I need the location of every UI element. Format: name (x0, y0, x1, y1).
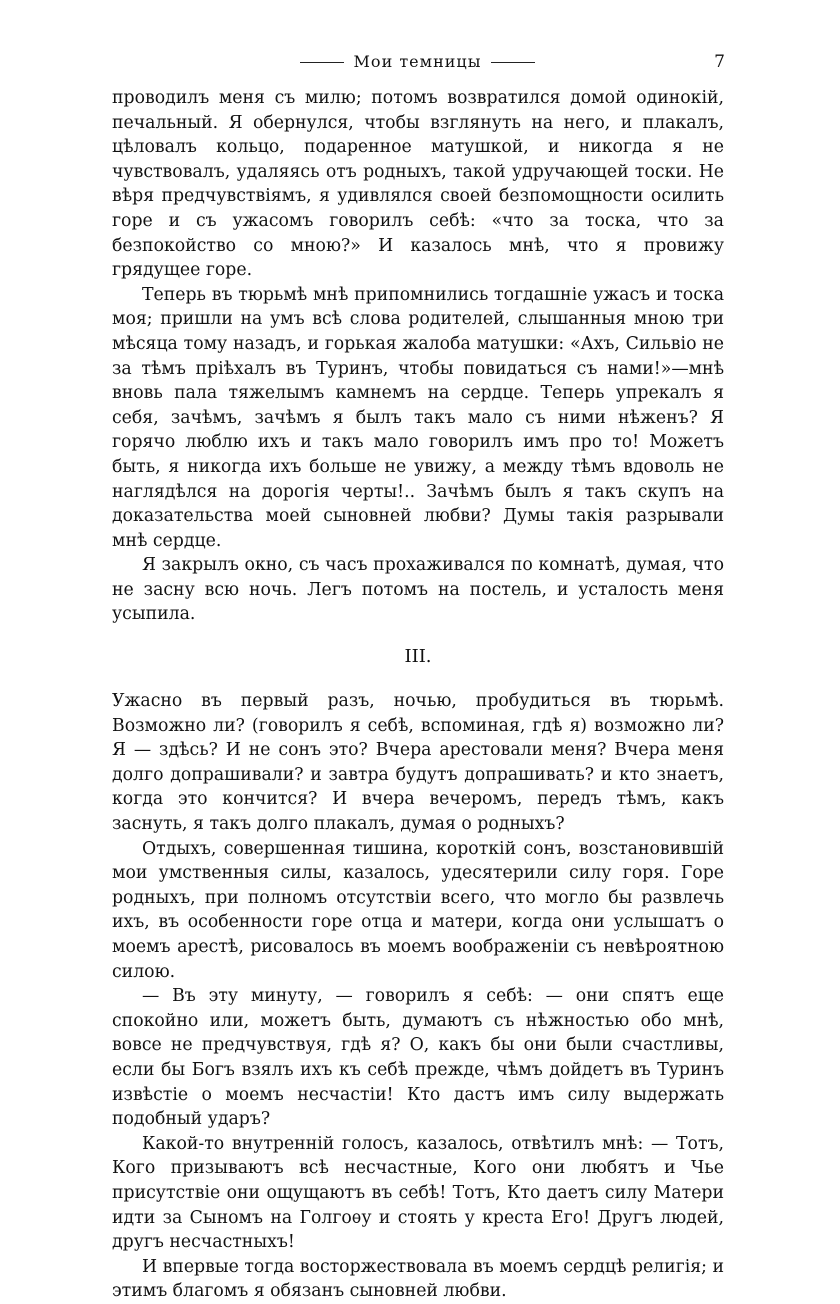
right-rule (491, 62, 535, 63)
running-title-text: Мои темницы (353, 52, 482, 71)
body-text (112, 86, 724, 1304)
page-header (110, 52, 725, 76)
paragraph: Ужасно въ первый разъ, ночью, пробудиться въ тюрьмѣ. Возможно ли? (говорилъ я себѣ, вспоминая, гдѣ я) возможно ли? Я — здѣсь? И не сонъ это? Вчера арестовали меня? Вчера меня долго допрашивали? и завтра будутъ допрашивать? и кто знаетъ, когда это кончится? И вчера вечеромъ, передъ тѣмъ, какъ заснуть, я такъ долго плакалъ, думая о родныхъ? (112, 691, 724, 835)
left-rule (300, 62, 344, 63)
page-number: 7 (714, 52, 725, 72)
running-title (110, 52, 725, 71)
paragraph: Какой-то внутренній голосъ, казалось, отвѣтилъ мнѣ: — Тотъ, Кого призываютъ всѣ несчастные, Кого они любятъ и Чье присутствіе они ощущаютъ въ себѣ! Тотъ, Кто даетъ силу Матери идти за Сыномъ на Голгоѳу и стоять у креста Его! Другъ людей, другъ несчастныхъ! (112, 1133, 724, 1253)
paragraph: проводилъ меня съ милю; потомъ возвратился домой одинокій, печальный. Я обернулся, чтобы взглянуть на него, и плакалъ, цѣловалъ кольцо, подаренное матушкой, и никогда я не чувствовалъ, удаляясь отъ родныхъ, такой удручающей тоски. Не вѣря предчувствіямъ, я удивлялся своей безпомощности осилить горе и съ ужасомъ говорилъ себѣ: «что за тоска, что за безпокойство со мною?» И казалось мнѣ, что я провижу грядущее горе. (112, 88, 724, 281)
paragraph: Отдыхъ, совершенная тишина, короткій сонъ, возстановившій мои умственныя силы, казалось, удесятерили силу горя. Горе родныхъ, при полномъ отсутствіи всего, что могло бы развлечь ихъ, въ особенности горе отца и матери, когда они услышатъ о моемъ арестѣ, рисовалось въ моемъ воображеніи съ невѣроятною силою. (112, 838, 724, 982)
paragraph: Теперь въ тюрьмѣ мнѣ припомнились тогдашніе ужасъ и тоска моя; пришли на умъ всѣ слова родителей, слышанныя мною три мѣсяца тому назадъ, и горькая жалоба матушки: «Ахъ, Сильвіо не за тѣмъ пріѣхалъ въ Туринъ, чтобы повидаться съ нами!»—мнѣ вновь пала тяжелымъ камнемъ на сердце. Теперь упрекалъ я себя, зачѣмъ, зачѣмъ я былъ такъ мало съ ними нѣженъ? Я горячо люблю ихъ и такъ мало говорилъ имъ про то! Можетъ быть, я никогда ихъ больше не увижу, а между тѣмъ вдоволь не наглядѣлся на дорогія черты!.. Зачѣмъ былъ я такъ скупъ на доказательства моей сыновней любви? Думы такія разрывали мнѣ сердце. (112, 284, 724, 551)
paragraph: — Въ эту минуту, — говорилъ я себѣ: — они спятъ еще спокойно или, можетъ быть, думаютъ съ нѣжностью обо мнѣ, вовсе не предчувствуя, гдѣ я? О, какъ бы они были счастливы, если бы Богъ взялъ ихъ къ себѣ прежде, чѣмъ дойдетъ въ Туринъ извѣстіе о моемъ несчастіи! Кто дастъ имъ силу выдержать подобный ударъ? (112, 986, 724, 1130)
paragraph: И впервые тогда восторжествовала въ моемъ сердцѣ религія; и этимъ благомъ я обязанъ сыновней любви. (112, 1256, 724, 1302)
paragraph: Я закрылъ окно, съ часъ прохаживался по комнатѣ, думая, что не засну всю ночь. Легъ потомъ на постель, и усталость меня усыпила. (112, 555, 724, 625)
section-heading: III. (404, 646, 432, 668)
